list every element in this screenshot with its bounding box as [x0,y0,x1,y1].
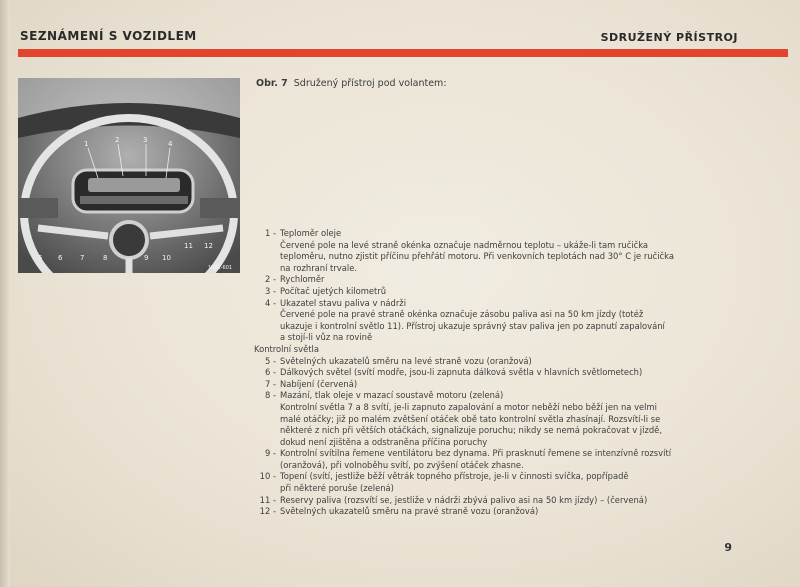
item-number: 11 - [259,494,276,505]
item-number: 10 - [259,471,276,482]
figure-caption [256,78,447,89]
item-number: 8 - [264,390,276,401]
item-number: 7 - [264,378,276,389]
item-title: Nabíjení (červená) [280,378,358,389]
item-description: Červené pole na pravé straně okénka označuje zásobu paliva asi na 50 km jízdy (totéž [280,309,644,320]
item-description: malé otáčky; již po malém zvětšení otáček obě tato kontrolní světla zhasínají. Rozsvítí-li se [280,413,661,424]
item-description: na rozhraní trvale. [280,262,358,273]
callout-9: 9 [144,254,149,262]
callout-11: 11 [184,242,193,250]
item-number: 12 - [259,506,276,517]
list-item [254,506,734,518]
chapter-header: SDRUŽENÝ PŘÍSTROJ [600,31,738,44]
item-description: některé z nich při větších otáčkách, signalizuje poruchu; nikdy se nemá pokračovat v jízdě, [280,425,662,436]
item-number: 6 - [264,367,276,378]
item-title: Mazání, tlak oleje v mazací soustavě motoru (zelená) [280,390,504,401]
callout-7: 7 [80,254,85,262]
item-description: dokud není zjištěna a odstraněna příčina poruchy [280,436,488,447]
list-item [254,286,734,298]
header-rule [18,49,788,57]
list-item [254,367,734,379]
figure-label: Obr. 7 [256,78,288,89]
item-number: 2 - [264,274,276,285]
item-description: teploměru, nutno zjistit příčinu přehřátí motoru. Při venkovních teplotách nad 30° C je ručička [280,251,674,262]
section-header: SEZNÁMENÍ S VOZIDLEM [20,29,197,43]
item-number: 1 - [264,228,276,238]
list-item [254,471,734,483]
item-title: Světelných ukazatelů směru na levé straně vozu (oranžová) [280,355,532,366]
item-description: Kontrolní světla 7 a 8 svítí, je-li zapnuto zapalování a motor neběží nebo běží jen na velmi [280,401,657,412]
page-binding [0,0,10,587]
callout-10: 10 [162,254,171,262]
item-title: Topení (svítí, jestliže běží větrák topného přístroje, je-li v činnosti svíčka, popřípadě [280,471,629,482]
page-number: 9 [724,541,732,554]
list-item [254,228,734,240]
list-item [254,274,734,286]
item-number: 4 - [264,297,276,308]
callout-8: 8 [103,254,108,262]
list-item [254,356,734,368]
dashboard-photo [18,78,240,273]
list-item [254,448,734,460]
item-number: 3 - [264,285,276,296]
item-title: Reservy paliva (rozsvítí se, jestliže v nádrži zbývá palivo asi na 50 km jízdy) – (červená) [280,494,648,505]
item-title: Teploměr oleje [280,228,342,238]
item-description: a stojí-li vůz na rovině [280,332,373,343]
callout-3: 3 [143,136,148,144]
callout-12: 12 [204,242,213,250]
callout-4: 4 [168,140,173,148]
item-description: Červené pole na levé straně okénka označuje nadměrnou teplotu – ukáže-li tam ručička [280,239,649,250]
photo-stamp: 1081-601 [208,265,233,271]
section-label: Kontrolní světla [254,343,320,354]
item-title: Počítač ujetých kilometrů [280,285,387,296]
item-description: (oranžová), při volnoběhu svítí, po zvýšení otáček zhasne. [280,459,524,470]
callout-2: 2 [115,136,120,144]
item-title: Ukazatel stavu paliva v nádrži [280,297,407,308]
item-title: Světelných ukazatelů směru na pravé straně vozu (oranžová) [280,506,539,517]
item-title: Rychloměr [280,274,325,285]
item-title: Kontrolní svítilna řemene ventilátoru bez dynama. Při prasknutí řemene se intenzívně rozsvítí [280,448,672,459]
figure-caption-text: Sdružený přístroj pod volantem: [293,78,447,89]
list-item [254,379,734,391]
callout-6: 6 [58,254,63,262]
callout-5: 5 [38,254,43,262]
item-description: ukazuje i kontrolní světlo 11). Přístroj ukazuje správný stav paliva jen po zapnutí zapalování [280,320,665,331]
list-item [254,495,734,507]
item-number: 9 - [264,448,276,459]
list-item [254,390,734,402]
legend-list [254,228,734,518]
item-number: 5 - [264,355,276,366]
dashboard-illustration [18,78,240,273]
list-item [254,298,734,310]
callout-1: 1 [84,140,89,148]
item-title: Dálkových světel (svítí modře, jsou-li zapnuta dálková světla v hlavních světlometech) [280,367,643,378]
item-description: při některé poruše (zelená) [280,483,394,494]
